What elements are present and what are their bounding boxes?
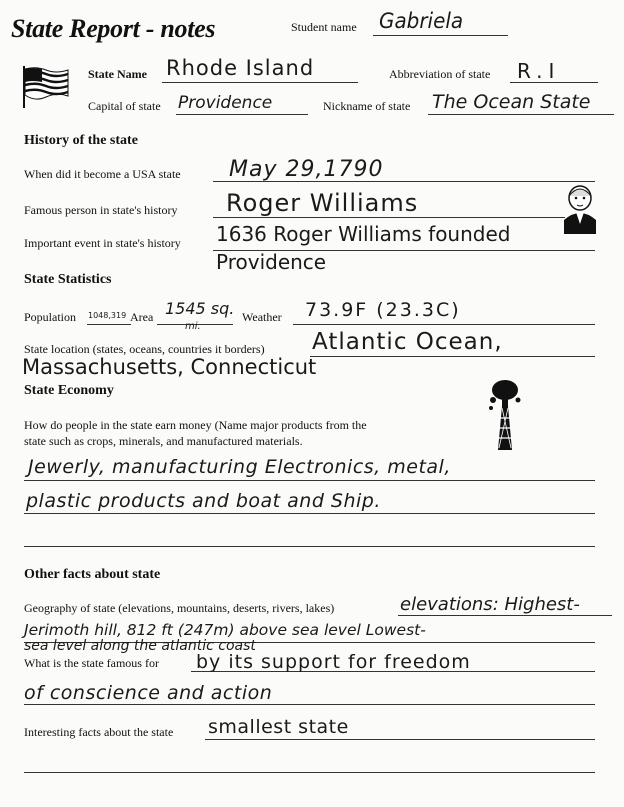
area-value: 1545 sq. xyxy=(165,299,235,318)
location-value-line1: Atlantic Ocean, xyxy=(312,329,503,355)
economy-answer-line1: Jewerly, manufacturing Electronics, metal, xyxy=(28,456,451,478)
economy-answer-line2: plastic products and boat and Ship. xyxy=(26,490,381,512)
important-event-label: Important event in state's history xyxy=(24,236,181,250)
state-name-value: Rhode Island xyxy=(166,56,315,80)
famous-for-value-line2: of conscience and action xyxy=(24,682,273,704)
abbreviation-label: Abbreviation of state xyxy=(389,67,491,81)
interesting-facts-value: smallest state xyxy=(208,716,349,738)
area-label: Area xyxy=(130,310,154,324)
abbreviation-value: R.I xyxy=(517,59,561,83)
geography-label: Geography of state (elevations, mountains, deserts, rivers, lakes) xyxy=(24,601,335,615)
nickname-label: Nickname of state xyxy=(323,99,411,113)
history-heading: History of the state xyxy=(24,133,138,148)
american-flag-icon xyxy=(22,66,70,108)
famous-for-value-line1: by its support for freedom xyxy=(196,651,471,673)
weather-value: 73.9F (23.3C) xyxy=(305,299,461,321)
population-value: 1048,319 xyxy=(88,311,127,320)
nickname-value: The Ocean State xyxy=(432,91,591,113)
geography-value-line3: sea level along the atlantic coast xyxy=(24,638,256,654)
student-name-value: Gabriela xyxy=(379,9,464,33)
capital-label: Capital of state xyxy=(88,99,161,113)
economy-heading: State Economy xyxy=(24,383,114,398)
historical-figure-portrait-icon xyxy=(562,184,598,234)
famous-person-value: Roger Williams xyxy=(226,189,419,217)
state-name-label: State Name xyxy=(88,67,147,81)
interesting-facts-label: Interesting facts about the state xyxy=(24,725,174,739)
statistics-heading: State Statistics xyxy=(24,272,112,287)
population-label: Population xyxy=(24,310,77,324)
geography-value-line2: Jerimoth hill, 812 ft (247m) above sea level Lowest- xyxy=(24,621,426,639)
location-label: State location (states, oceans, countries it borders) xyxy=(24,342,265,356)
geography-value-line1: elevations: Highest- xyxy=(400,594,580,615)
area-unit: mi. xyxy=(185,321,201,332)
student-name-label: Student name xyxy=(291,20,357,34)
usa-state-value: May 29,1790 xyxy=(229,157,384,182)
other-facts-heading: Other facts about state xyxy=(24,567,161,582)
important-event-value-line1: 1636 Roger Williams founded xyxy=(216,222,511,246)
weather-label: Weather xyxy=(242,310,282,324)
famous-for-label: What is the state famous for xyxy=(24,656,159,670)
capital-value: Providence xyxy=(178,93,273,113)
economy-question-line2: state such as crops, minerals, and manufactured materials. xyxy=(24,434,303,448)
important-event-value-line2: Providence xyxy=(216,250,327,274)
worksheet-title: State Report - notes xyxy=(11,14,216,43)
location-value-line2: Massachusetts, Connecticut xyxy=(22,355,317,379)
economy-question-line1: How do people in the state earn money (Name major products from the xyxy=(24,418,367,432)
famous-person-label: Famous person in state's history xyxy=(24,203,178,217)
oil-derrick-icon xyxy=(487,378,525,450)
usa-state-label: When did it become a USA state xyxy=(24,167,181,181)
